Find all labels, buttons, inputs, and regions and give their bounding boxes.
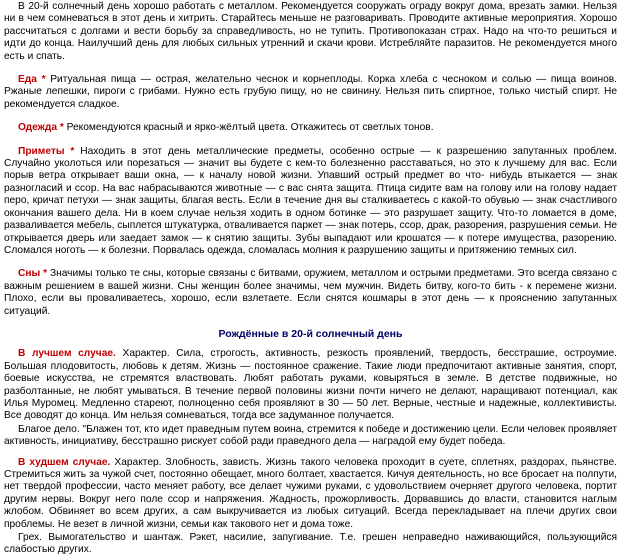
food-label: Еда <box>18 74 37 86</box>
omens-marker: * <box>64 145 75 157</box>
food-section <box>4 74 617 111</box>
intro-paragraph: В 20-й солнечный день хорошо работать с металлом. Рекомендуется сооружать ограду вокруг дома, врезать замки. Нельзя ни в чем сомневаться в этот день и хитрить. Старайтесь меньше не разговаривать. Проводите активные мероприятия. Хорошо рассчитаться с долгами и вести борьбу за справедливость, но не тупить. Противопоказан страх. Надо на что-то решиться и идти до конца. Наилучший день для любых сильных утренний и скачи крови. Истребляйте паразитов. Не рекомендуется много есть и спать. <box>4 1 617 62</box>
born-heading: Рождённые в 20-й солнечный день <box>218 327 403 340</box>
worst-case-label: В худшем случае. <box>18 456 111 468</box>
worst-case-sin: Грех. Вымогательство и шантаж. Рэкет, насилие, запугивание. Т.е. грешен неправедно наживающийся, пользующийся слабостью других. <box>4 532 617 556</box>
clothes-marker: * <box>57 122 64 134</box>
best-case-label: В лучшем случае. <box>18 348 116 360</box>
worst-case-section <box>4 457 617 531</box>
best-case-work: Благое дело. "Блажен тот, кто идет праведным путем воина, стремится к победе и достижению цели. Если человек проявляет активность, инициативу, бесстрашно рискует собой ради праведного дела — наградой ему будет победа. <box>4 423 617 448</box>
clothes-label: Одежда <box>18 122 58 134</box>
omens-text: Находить в этот день металлические предметы, особенно острые — к разрешению запутанных проблем. Случайно уколоться или порезаться — значит вы будете с кем-то болезненно расставаться, но это к лучшему для вас. Если порыв ветра открывает ваши окна, — к началу новой жизни. Упавший острый предмет во что- нибудь втыкается — знак разногласий и ссор. На вас набрасываются животные — с вас снята защита. Птица сидите вам на голову или на голову надает перо, кричат петухи — знак защиты, благая весть. Если в течение дня вы сталкиваетесь с какой-то обувью — знак счастливого окончания вашего дела. Ни в коем случае нельзя ходить в одном ботинке — это разрушает защиту. Что-то ломается в доме, разваливается мебель, сыплется штукатурка, отваливается паркет — знак потерь, ссор, драк, разорения, разрушения семьи. Не открывается дверь или заедает замок — к снятию защиты. Зубы выпадают или крошатся — к потере имущества, разорению. Сломался ноготь — к болезни. Порвалась одежда, сломалась молния к разрушению защиты и притяжению темных сил. <box>4 145 617 256</box>
best-case-text: Характер. Сила, строгость, активность, резкость проявлений, твердость, бесстрашие, остроумие. Большая плодовитость, любовь к детям. Жизнь — постоянное сражение. Такие люди предпочитают активные занятия, спорт, боевые искусства, не стремятся властвовать. Любят работать руками, ковыряться в земле. В детстве подвижные, но разболтанные, не любят умываться. В течение первой половины жизни почти ничего не делают, наращивают потенциал, как Илья Муромец. Медленно стареют, полноценно себя проявляют в 30 — 50 лет. Верные, честные и надежные, коллективисты. Все доводят до конца. Им нельзя сомневаться, тогда все задуманное получается. <box>4 348 617 422</box>
food-text: Ритуальная пища — острая, желательно чеснок и корнеплоды. Корка хлеба с чесноком и солью — пища воинов. Ржаные лепешки, пироги с грибами. Нужно есть грубую пищу, но не свинину. Нельзя пить спиртное, только чистый спирт. Не рекомендуется сладкое. <box>4 74 617 110</box>
best-case-section <box>4 348 617 422</box>
omens-section <box>4 146 617 258</box>
omens-label: Приметы <box>18 145 65 157</box>
dreams-label: Сны <box>18 268 41 280</box>
clothes-section <box>4 122 617 134</box>
worst-case-text: Характер. Злобность, зависть. Жизнь такого человека проходит в суете, сплетнях, раздорах, пьянстве. Стремиться жить за чужой счет, постоянно обещает, много болтает, хвастается. Кичуя деятельность, но все бросает на полпути, нет твердой профессии, часто меняет работу, все делает чужими руками, с удовольствием очерняет другого человека, портит другим нервы. Вокруг него поле ссор и напряжения. Жадность, прожорливость. Дорвавшись до власти, становится наглым жлобом. Обвиняет во всем других, а сам выкручивается из любых ситуаций. Всегда перекладывает на плечи других свои проблемы. Не везет в личной жизни, семьи как такового нет и дома тоже. <box>4 456 617 530</box>
clothes-text: Рекомендуются красный и ярко-жёлтый цвета. Откажитесь от светлых тонов. <box>66 122 434 134</box>
food-marker: * <box>36 74 46 86</box>
dreams-section <box>4 268 617 318</box>
dreams-marker: * <box>40 268 48 280</box>
dreams-text: Значимы только те сны, которые связаны с битвами, оружием, металлом и острыми предметами. Это всегда связано с важным решением в вашей жизни. Сны женщин более значимы, чем мужчин. Видеть битву, кого-то бить - к перемене жизни. Плохо, если вы проваливаетесь, хорошо, если взлетаете. Если снятся кошмары в этот день — к прояснению запутанных ситуаций. <box>4 268 617 317</box>
horoscope-page <box>0 1 620 556</box>
